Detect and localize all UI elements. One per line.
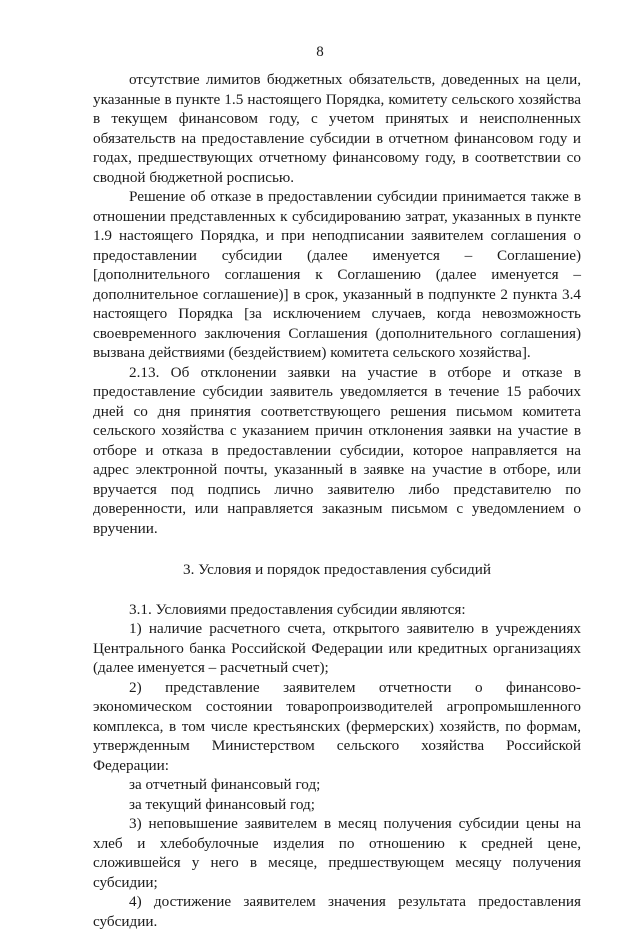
section-heading: 3. Условия и порядок предоставления субсидий <box>183 561 491 578</box>
condition-item-4: 4) достижение заявителем значения результата предоставления субсидии. <box>93 893 581 930</box>
condition-subitem-current-year: за текущий финансовый год; <box>129 795 315 813</box>
section-intro-3-1: 3.1. Условиями предоставления субсидии являются: <box>129 600 466 618</box>
condition-item-2: 2) представление заявителем отчетности о финансово-экономическом состоянии товаропроизводителей агропромышленного комплекса, в том числе крестьянских (фермерских) хозяйств, по формам, утвержденным Министерством сельского хозяйства Российской Федерации: <box>93 678 581 774</box>
condition-item-1: 1) наличие расчетного счета, открытого заявителю в учреждениях Центрального банка Российской Федерации или кредитных организациях (далее именуется – расчетный счет); <box>93 620 581 676</box>
page-number: 8 <box>316 44 324 60</box>
paragraph-budget-limits: отсутствие лимитов бюджетных обязательств, доведенных на цели, указанные в пункте 1.5 настоящего Порядка, комитету сельского хозяйства в текущем финансовом году, с учетом принятых и неисполненных обязательств на предоставление субсидии в отчетном финансовом году и годах, предшествующих отчетному финансовому году, в соответствии со сводной бюджетной росписью. <box>93 71 581 186</box>
document-body <box>93 70 581 931</box>
paragraph-2-13-rejection-notice: 2.13. Об отклонении заявки на участие в отборе и отказе в предоставление субсидии заявитель уведомляется в течение 15 рабочих дней со дня принятия соответствующего решения письмом комитета сельского хозяйства с указанием причин отклонения заявки на участие в отборе и отказа в предоставлении субсидии, которое направляется на адрес электронной почты, указанный в заявке на участие в отборе, или вручается под подпись лично заявителю либо представителю по доверенности, или направляется заказным письмом с уведомлением о вручении. <box>93 363 581 537</box>
condition-subitem-reporting-year: за отчетный финансовый год; <box>129 776 321 793</box>
paragraph-refusal-decision: Решение об отказе в предоставлении субсидии принимается также в отношении представленных к субсидированию затрат, указанных в пункте 1.9 настоящего Порядка, и при неподписании заявителем соглашения о предоставлении субсидии (далее именуется – Соглашение) [дополнительного соглашения к Соглашению (далее именуется – дополнительное соглашение)] в срок, указанный в подпункте 2 пункта 3.4 настоящего Порядка [за исключением случаев, когда невозможность своевременного заключения Соглашения (дополнительного соглашения) вызвана действиями (бездействием) комитета сельского хозяйства]. <box>93 188 581 361</box>
condition-item-3: 3) неповышение заявителем в месяц получения субсидии цены на хлеб и хлебобулочные изделия по отношению к средней цене, сложившейся у него в месяце, предшествующем месяцу получения субсидии; <box>93 815 581 891</box>
